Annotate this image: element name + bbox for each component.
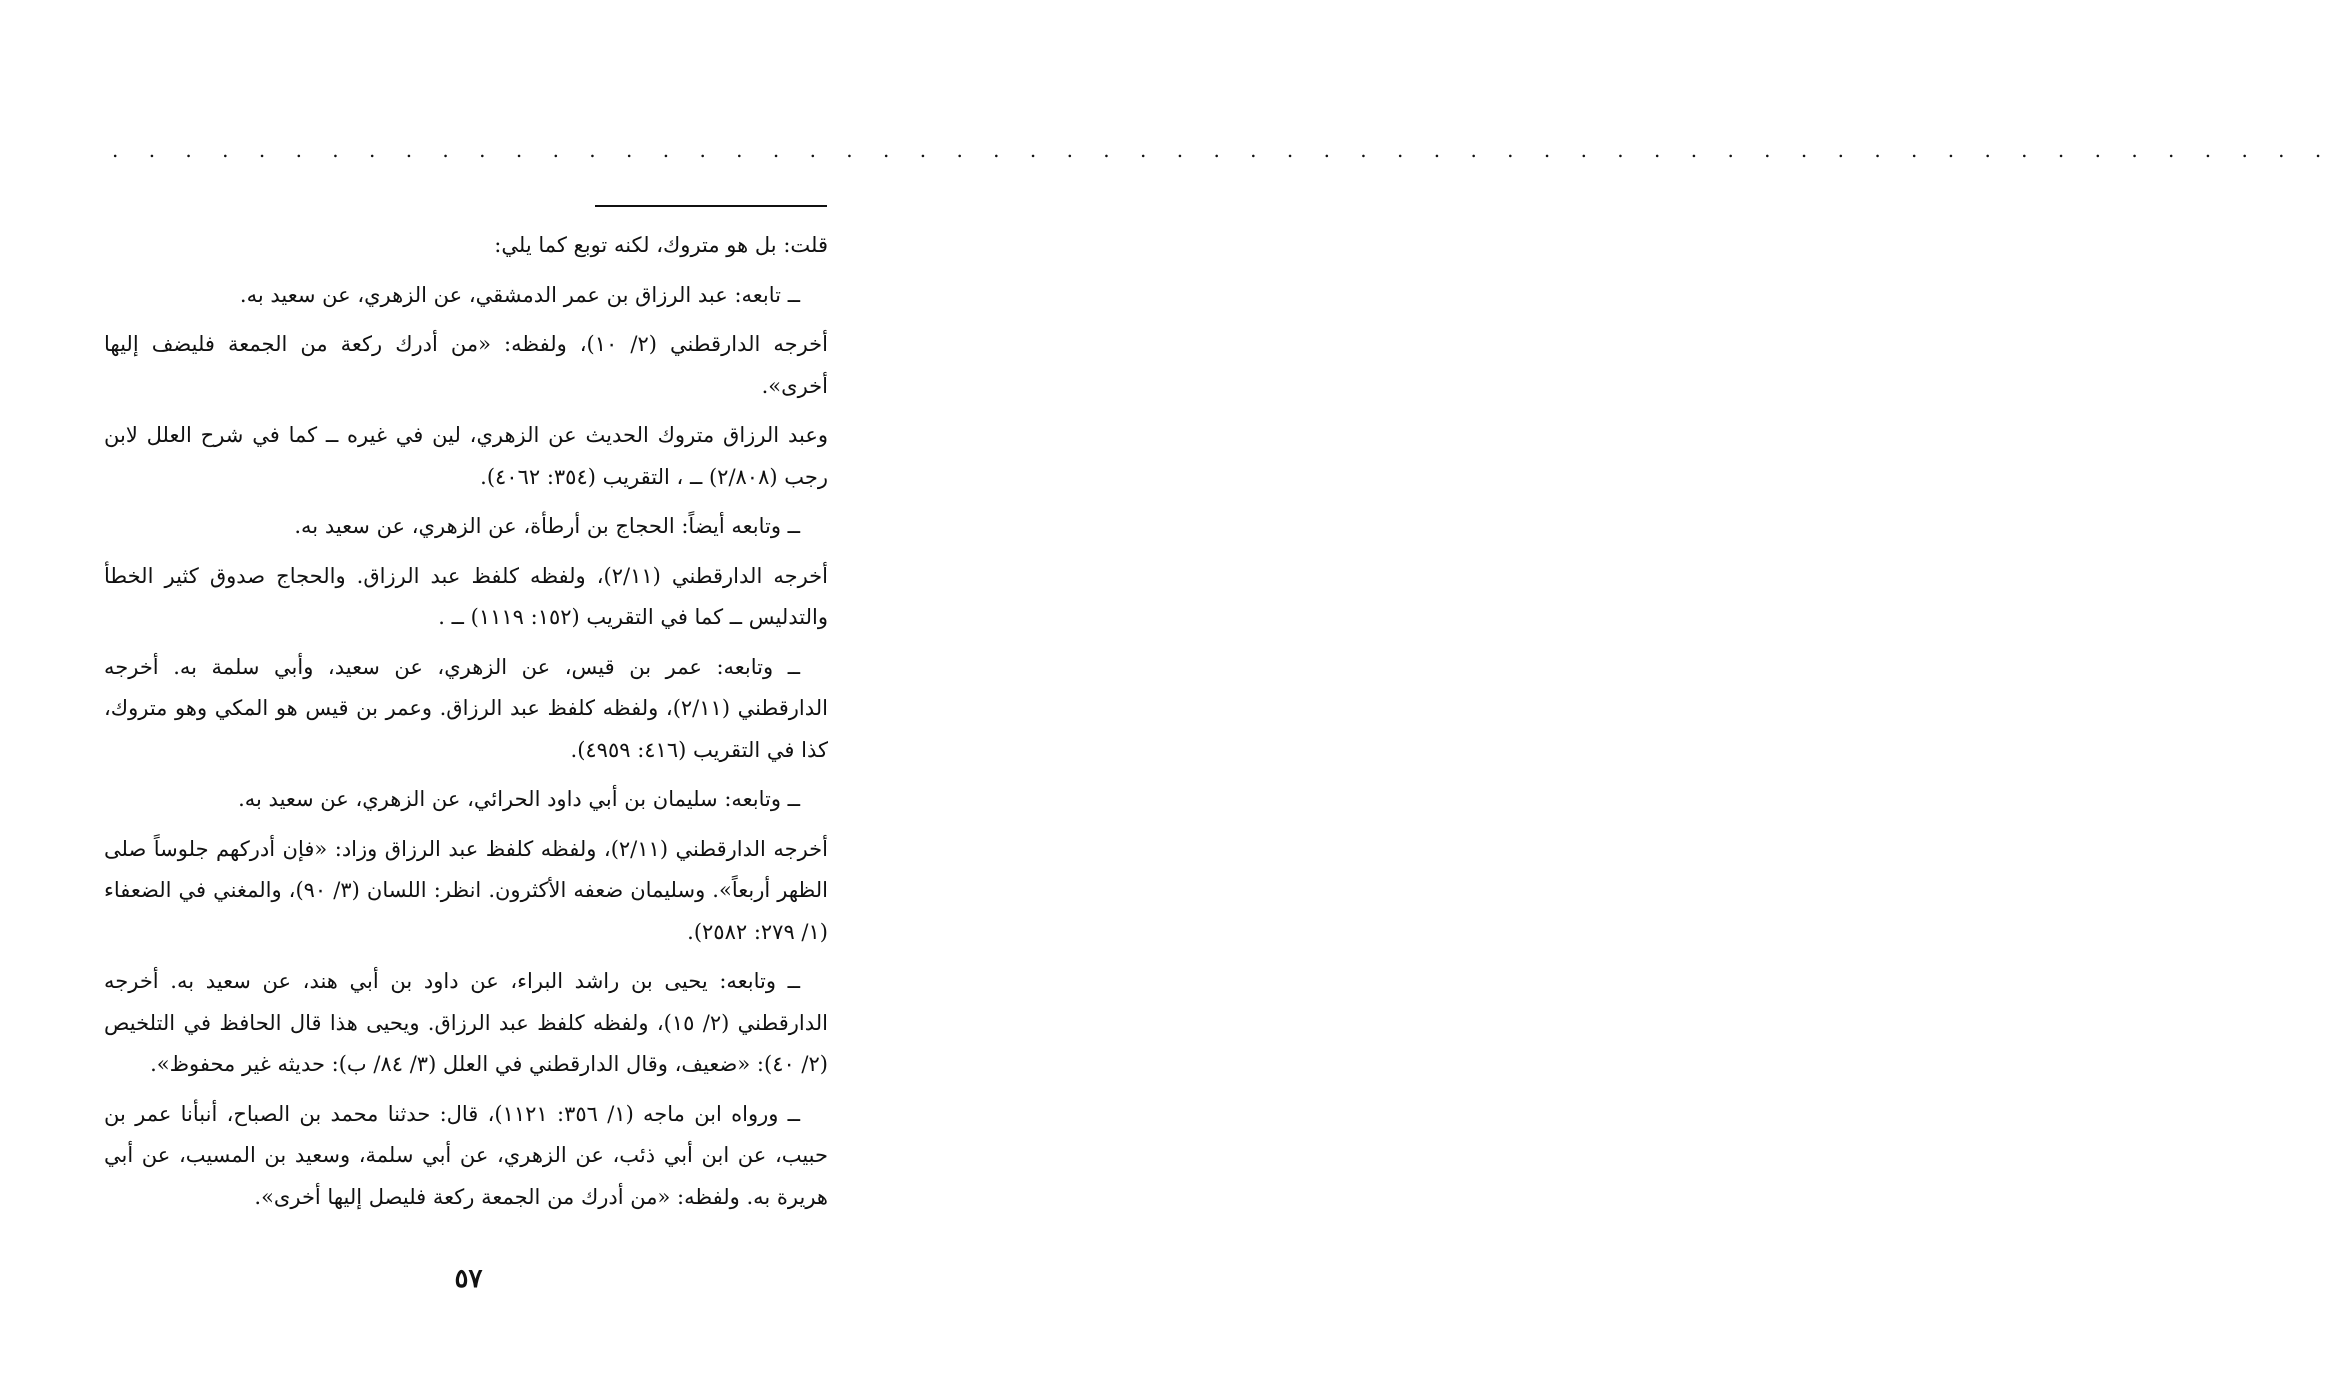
footnote-rule [595, 205, 827, 207]
paragraph: ــ وتابعه: يحيى بن راشد البراء، عن داود بن أبي هند، عن سعيد به. أخرجه الدارقطني (٢/ ١٥)، ولفظه كلفظ عبد الرزاق. ويحيى هذا قال الحافظ في التلخيص (٢/ ٤٠): «ضعيف، وقال الدارقطني في العلل (٣/ ٨٤/ ب): حديثه غير محفوظ». [104, 969, 828, 1076]
separator-dots: . . . . . . . . . . . . . . . . . . . . . . . . . . . . . . . . . . . . . . . . . . . . . . . . . . . . . . . . . . . . . [112, 138, 2333, 162]
paragraph: ــ وتابعه أيضاً: الحجاج بن أرطأة، عن الزهري، عن سعيد به. [294, 514, 800, 538]
page-number: ٥٧ [454, 1264, 483, 1294]
paragraph: أخرجه الدارقطني (٢/١١)، ولفظه كلفظ عبد الرزاق. والحجاج صدوق كثير الخطأ والتدليس ــ كما في التقريب (١٥٢: ١١١٩) ــ . [104, 563, 828, 629]
paragraph: أخرجه الدارقطني (٢/١١)، ولفظه كلفظ عبد الرزاق وزاد: «فإن أدركهم جلوساً صلى الظهر أربعاً». وسليمان ضعفه الأكثرون. انظر: اللسان (٣/ ٩٠)، والمغني في الضعفاء (١/ ٢٧٩: ٢٥٨٢). [104, 836, 828, 944]
paragraph: ــ وتابعه: عمر بن قيس، عن الزهري، عن سعيد، وأبي سلمة به. أخرجه الدارقطني (٢/١١)، ولفظه كلفظ عبد الرزاق. وعمر بن قيس هو المكي وهو متروك، كذا في التقريب (٤١٦: ٤٩٥٩). [104, 654, 828, 762]
paragraph: وعبد الرزاق متروك الحديث عن الزهري، لين في غيره ــ كما في شرح العلل لابن رجب (٢/٨٠٨) ــ ، التقريب (٣٥٤: ٤٠٦٢). [104, 423, 828, 489]
paragraph: ــ تابعه: عبد الرزاق بن عمر الدمشقي، عن الزهري، عن سعيد به. [239, 282, 800, 307]
paragraph: ــ ورواه ابن ماجه (١/ ٣٥٦: ١١٢١)، قال: حدثنا محمد بن الصباح، أنبأنا عمر بن حبيب، عن ابن أبي ذئب، عن الزهري، عن أبي سلمة، وسعيد بن المسيب، عن أبي هريرة به. ولفظه: «من أدرك من الجمعة ركعة فليصل إليها أخرى». [104, 1101, 828, 1209]
paragraph: قلت: بل هو متروك، لكنه توبع كما يلي: [494, 233, 828, 257]
footnote-text [104, 225, 828, 1226]
paragraph: أخرجه الدارقطني (٢/ ١٠)، ولفظه: «من أدرك ركعة من الجمعة فليضف إليها أخرى». [104, 332, 828, 398]
paragraph: ــ وتابعه: سليمان بن أبي داود الحرائي، عن الزهري، عن سعيد به. [238, 787, 800, 811]
